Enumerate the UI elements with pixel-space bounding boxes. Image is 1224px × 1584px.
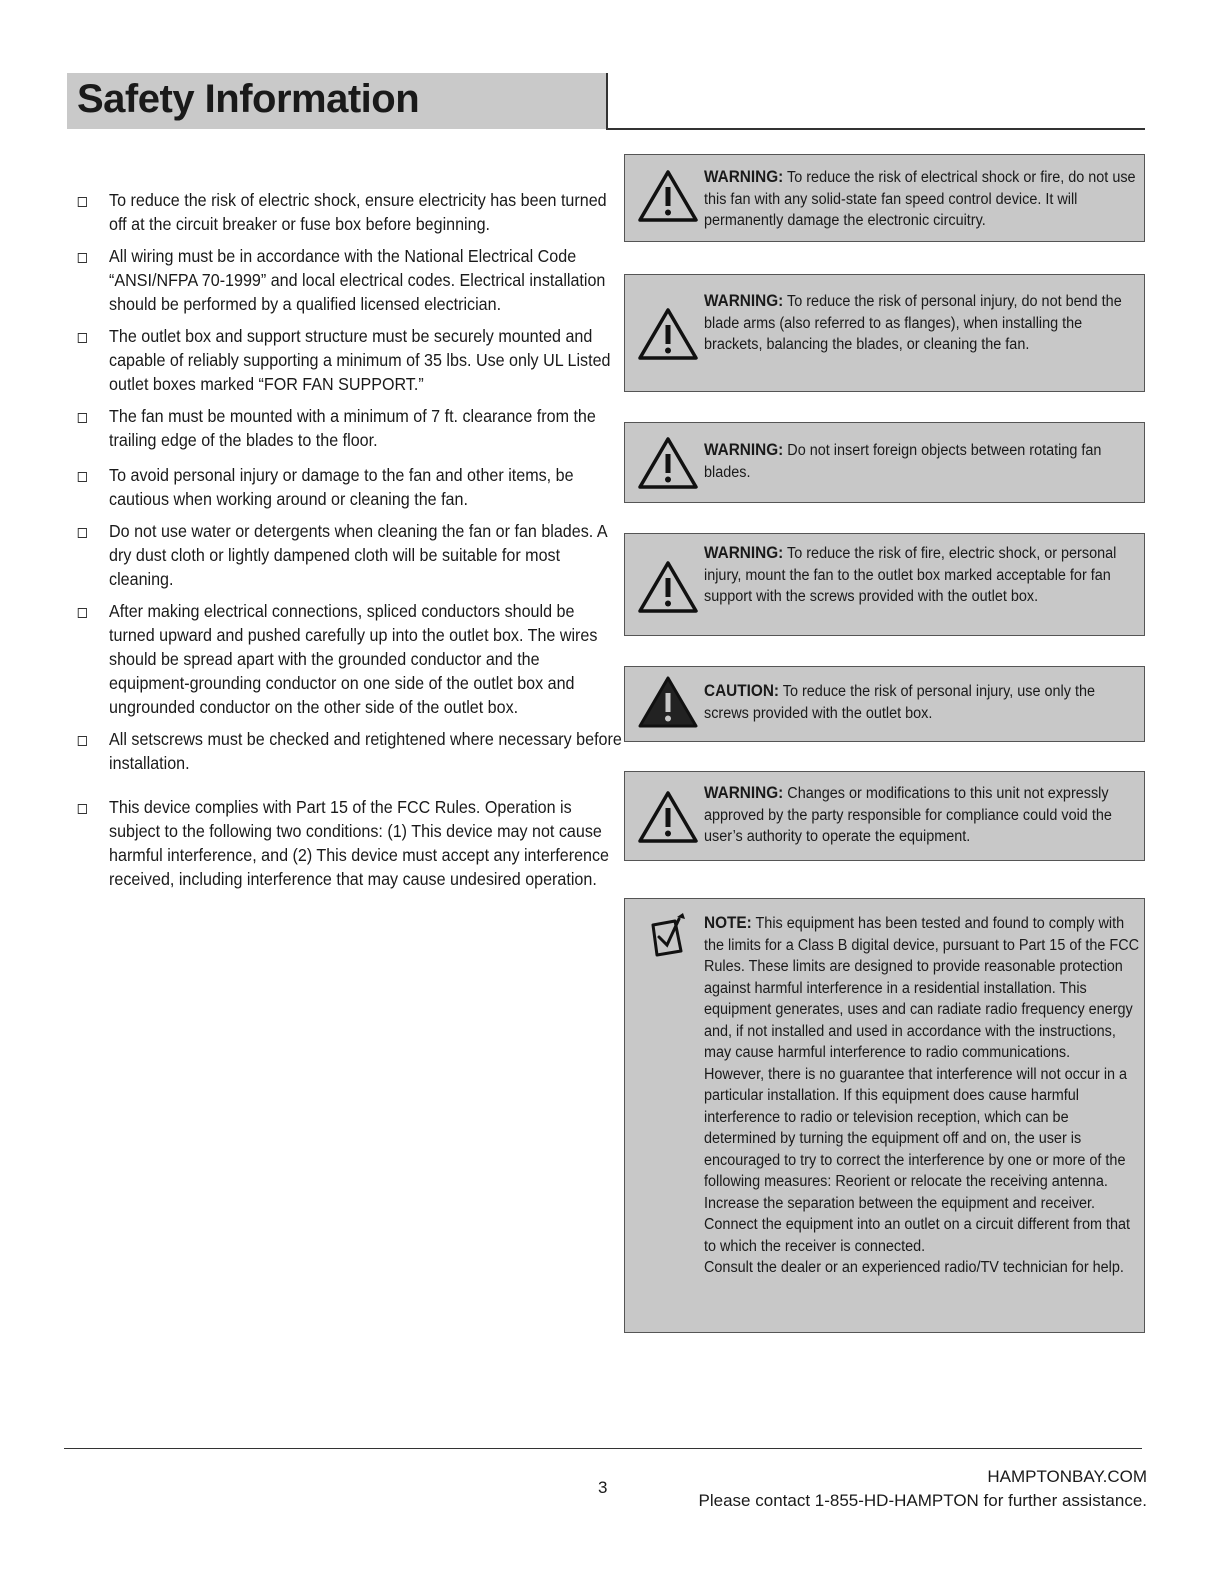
warning-triangle-icon [637, 560, 699, 614]
bullet-item [75, 727, 624, 775]
bullet-item [75, 404, 624, 452]
panel-keyword: WARNING: [704, 292, 784, 310]
bullet-text: The fan must be mounted with a minimum of 7 ft. clearance from the trailing edge of the blades to the floor. [109, 406, 596, 450]
bullet-item [75, 324, 624, 396]
warning-panel [624, 154, 1145, 242]
warning-triangle-icon [637, 436, 699, 490]
panel-keyword: WARNING: [704, 168, 784, 186]
footer-rule [64, 1448, 1142, 1449]
bullet-text: All wiring must be in accordance with the National Electrical Code “ANSI/NFPA 70-1999” and local electrical codes. Electrical installation should be performed by a qualified licensed electrician. [109, 246, 606, 314]
bullet-item [75, 244, 624, 316]
panel-text [704, 913, 1140, 1279]
panel-body-continued: However, there is no guarantee that interference will not occur in a particular installation. If this equipment does cause harmful interference to radio or television reception, which can be determined by turning the equipment off and on, the user is encouraged to try to correct the interference by one or more of the following measures: Reorient or relocate the receiving antenna. Increase the separation between the equipment and receiver. Connect the equipment into an outlet on a circuit different from that to which the receiver is connected. [704, 1065, 1131, 1255]
bullet-item [75, 599, 624, 719]
panel-text [704, 440, 1134, 483]
page-number: 3 [598, 1478, 608, 1497]
warning-triangle-icon [637, 169, 699, 223]
checkbox-square-icon [78, 472, 87, 482]
note-pencil-icon [645, 911, 695, 961]
bullet-text: To reduce the risk of electric shock, ensure electricity has been turned off at the circuit breaker or fuse box before beginning. [109, 190, 607, 234]
warning-panel [624, 422, 1145, 503]
panel-body: To reduce the risk of personal injury, do not bend the blade arms (also referred to as flanges), when installing the brackets, balancing the blades, or cleaning the fan. [704, 293, 1122, 353]
caution-panel [624, 666, 1145, 742]
panel-keyword: CAUTION: [704, 682, 780, 700]
checkbox-square-icon [78, 608, 87, 618]
bullet-text: Do not use water or detergents when cleaning the fan or fan blades. A dry dust cloth or lightly dampened cloth will be suitable for most cleaning. [109, 521, 607, 589]
panel-keyword: WARNING: [704, 784, 784, 802]
panel-text [704, 783, 1134, 848]
panel-body: Do not insert foreign objects between rotating fan blades. [704, 442, 1102, 481]
footer-website: HAMPTONBAY.COM [987, 1467, 1147, 1486]
checkbox-square-icon [78, 197, 87, 207]
panel-text [704, 167, 1134, 232]
panel-body-consult: Consult the dealer or an experienced radio/TV technician for help. [704, 1259, 1124, 1276]
checkbox-square-icon [78, 413, 87, 423]
footer-contact: Please contact 1-855-HD-HAMPTON for further assistance. [698, 1491, 1147, 1510]
note-panel [624, 898, 1145, 1333]
checkbox-square-icon [78, 804, 87, 814]
bullet-text: To avoid personal injury or damage to the fan and other items, be cautious when working around or cleaning the fan. [109, 465, 574, 509]
warning-panel [624, 274, 1145, 392]
panel-body: To reduce the risk of electrical shock or fire, do not use this fan with any solid-state fan speed control device. It will permanently damage the electronic circuitry. [704, 169, 1136, 229]
checkbox-square-icon [78, 736, 87, 746]
caution-triangle-icon [637, 675, 699, 729]
panel-text [704, 681, 1134, 724]
panel-body: To reduce the risk of fire, electric shock, or personal injury, mount the fan to the outlet box marked acceptable for fan support with the screws provided with the outlet box. [704, 545, 1117, 605]
page-title: Safety Information [77, 77, 420, 121]
warning-panel [624, 533, 1145, 636]
safety-bullet-list [75, 188, 622, 891]
warning-triangle-icon [637, 307, 699, 361]
warning-triangle-icon [637, 790, 699, 844]
header-rule [606, 128, 1145, 130]
bullet-text: This device complies with Part 15 of the FCC Rules. Operation is subject to the following two conditions: (1) This device may not cause harmful interference, and (2) This device must accept any interference received, including interference that may cause undesired operation. [109, 797, 609, 889]
warning-panel [624, 771, 1145, 861]
panel-keyword: WARNING: [704, 441, 784, 459]
bullet-text: All setscrews must be checked and retightened where necessary before installation. [109, 729, 622, 773]
checkbox-square-icon [78, 253, 87, 263]
bullet-item [75, 795, 624, 891]
bullet-item [75, 463, 624, 511]
panel-text [704, 543, 1134, 608]
panel-body: This equipment has been tested and found to comply with the limits for a Class B digital device, pursuant to Part 15 of the FCC Rules. These limits are designed to provide reasonable protection against harmful interference in a residential installation. This equipment generates, uses and can radiate radio frequency energy and, if not installed and used in accordance with the instructions, may cause harmful interference to radio communications. [704, 915, 1140, 1061]
bullet-item [75, 519, 624, 591]
panel-body: Changes or modifications to this unit not expressly approved by the party responsible for compliance could void the user’s authority to operate the equipment. [704, 785, 1112, 845]
checkbox-square-icon [78, 333, 87, 343]
panel-body: To reduce the risk of personal injury, use only the screws provided with the outlet box. [704, 683, 1095, 722]
header-bar [67, 73, 608, 129]
checkbox-square-icon [78, 528, 87, 538]
bullet-item [75, 188, 624, 236]
panel-keyword: WARNING: [704, 544, 784, 562]
bullet-text: After making electrical connections, spliced conductors should be turned upward and pushed carefully up into the outlet box. The wires should be spread apart with the grounded conductor and the equipment-grounding conductor on one side of the outlet box and ungrounded conductor on the other side of the outlet box. [109, 601, 598, 717]
bullet-text: The outlet box and support structure must be securely mounted and capable of reliably supporting a minimum of 35 lbs. Use only UL Listed outlet boxes marked “FOR FAN SUPPORT.” [109, 326, 611, 394]
panel-text [704, 291, 1134, 356]
panel-keyword: NOTE: [704, 914, 752, 932]
